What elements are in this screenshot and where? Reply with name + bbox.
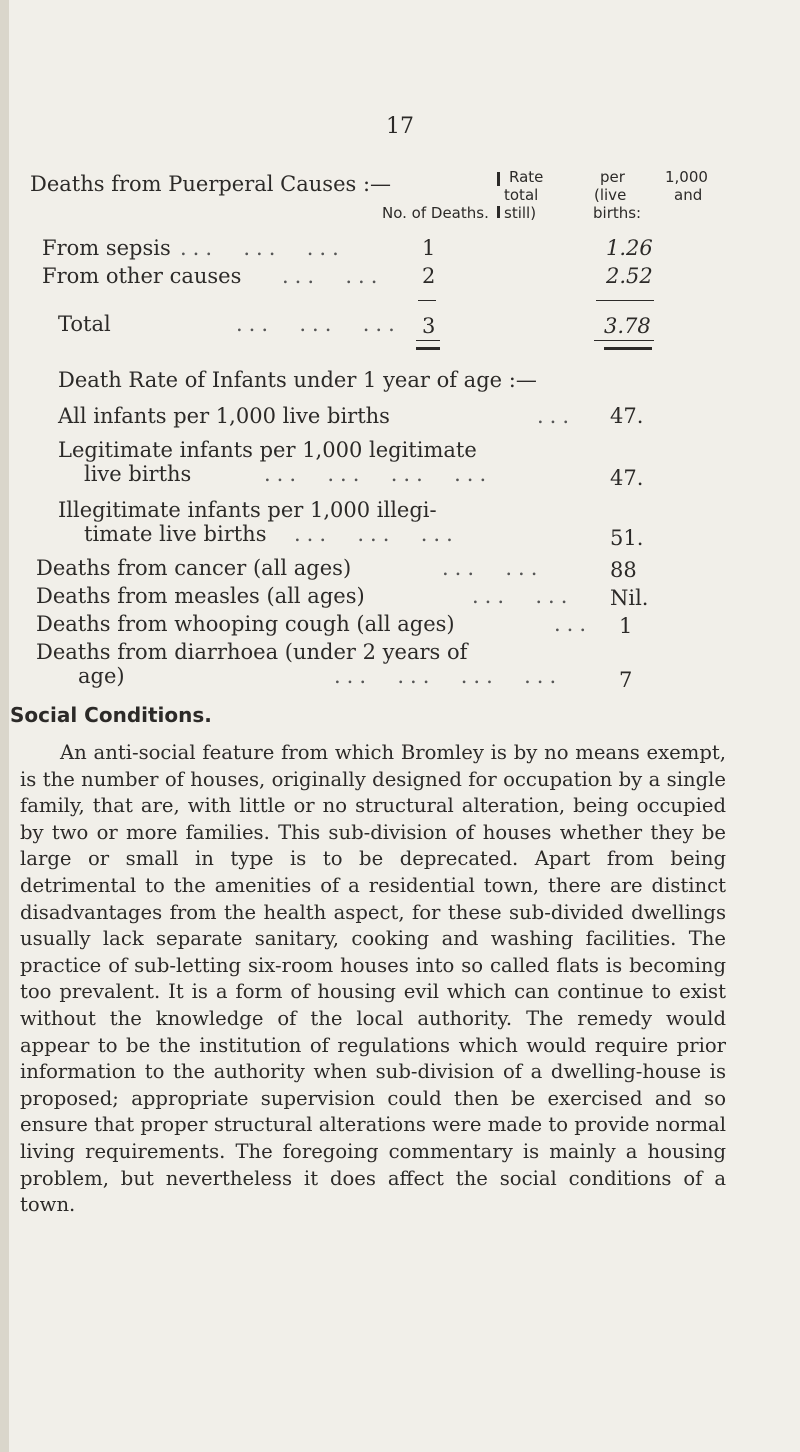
total-label: Total xyxy=(58,312,111,336)
list-item-value: 7 xyxy=(619,668,633,692)
rate-header-still: still) xyxy=(504,204,537,222)
list-item-label: Deaths from measles (all ages) xyxy=(36,584,365,608)
leader-dots: ... ... ... xyxy=(294,522,459,546)
list-item-label: Illegitimate infants per 1,000 illegi- xyxy=(58,498,437,522)
list-item-value: 1 xyxy=(619,614,633,638)
rate-header-and: and xyxy=(674,186,703,204)
total-double-rule xyxy=(604,347,652,350)
list-item-label: Legitimate infants per 1,000 legitimate xyxy=(58,438,477,462)
leader-dots: ... ... ... ... xyxy=(334,664,563,688)
leader-dots: ... xyxy=(537,404,576,428)
rate-header-births: births: xyxy=(593,204,642,222)
table-row-label: From sepsis xyxy=(42,236,171,260)
rate-header-rate: Rate xyxy=(509,168,544,186)
leader-dots: ... ... ... ... xyxy=(264,462,493,486)
list-item-label: All infants per 1,000 live births xyxy=(58,404,390,428)
list-item-value: Nil. xyxy=(610,586,649,610)
leader-dots: ... ... xyxy=(472,584,574,608)
total-underline xyxy=(416,340,440,341)
leader-dots: ... xyxy=(554,612,593,636)
rate-header-per: per xyxy=(600,168,625,186)
subtotal-rule xyxy=(596,300,654,301)
leader-dots: ... ... ... xyxy=(236,312,401,336)
list-item-label: Deaths from whooping cough (all ages) xyxy=(36,612,455,636)
leader-dots: ... ... xyxy=(282,264,384,288)
list-item-label-cont: age) xyxy=(78,664,125,688)
rate-header-total: total xyxy=(504,186,539,204)
list-item-label: Deaths from diarrhoea (under 2 years of xyxy=(36,640,468,664)
deaths-column-header: No. of Deaths. xyxy=(382,204,489,222)
list-item-value: 88 xyxy=(610,558,637,582)
list-item-value: 47. xyxy=(610,466,644,490)
brace-bottom xyxy=(497,206,500,218)
list-item-value: 47. xyxy=(610,404,644,428)
brace-top xyxy=(497,172,500,186)
list-item-label-cont: timate live births xyxy=(84,522,267,546)
table-row-rate: 1.26 xyxy=(606,236,653,260)
rate-header-live: (live xyxy=(594,186,627,204)
total-rate: 3.78 xyxy=(604,314,651,338)
rate-header-1000: 1,000 xyxy=(665,168,708,186)
leader-dots: ... ... xyxy=(442,556,544,580)
table-row-rate: 2.52 xyxy=(606,264,653,288)
table-row-deaths: 2 xyxy=(422,264,436,288)
puerperal-title: Deaths from Puerperal Causes :— xyxy=(30,172,392,196)
page-number: 17 xyxy=(386,114,414,139)
table-row-deaths: 1 xyxy=(422,236,436,260)
list-item-label-cont: live births xyxy=(84,462,192,486)
infant-title: Death Rate of Infants under 1 year of age :— xyxy=(58,368,537,392)
list-item-label: Deaths from cancer (all ages) xyxy=(36,556,352,580)
total-underline xyxy=(594,340,654,341)
section-heading: Social Conditions. xyxy=(10,703,212,727)
total-double-rule xyxy=(416,347,440,350)
total-deaths: 3 xyxy=(422,314,436,338)
leader-dots: ... ... ... xyxy=(180,236,345,260)
list-item-value: 51. xyxy=(610,526,644,550)
table-row-label: From other causes xyxy=(42,264,242,288)
body-paragraph: An anti-social feature from which Bromley is by no means exempt, is the number of houses, originally designed for occupation by a single family, that are, with little or no structural alteration, being occupied by two or more families. This sub-division of houses whether they be large or small in type is to be deprecated. Apart from being detrimental to the amenities of a residential town, there are distinct disadvantages from the health aspect, for these sub-divided dwellings usually lack separate sanitary, cooking and washing facilities. The practice of sub-letting six-room houses into so called flats is becoming too prevalent. It is a form of housing evil which can continue to exist without the knowledge of the local authority. The remedy would appear to be the institution of regulations which would require prior information to the authority when sub-division of a dwelling-house is proposed; appropriate supervision could then be exercised and so ensure that proper structural alterations were made to provide normal living requirements. The foregoing commentary is mainly a housing problem, but nevertheless it does affect the social conditions of a town. xyxy=(20,741,726,1217)
subtotal-rule xyxy=(418,300,436,301)
page-edge-shadow xyxy=(0,0,9,1452)
